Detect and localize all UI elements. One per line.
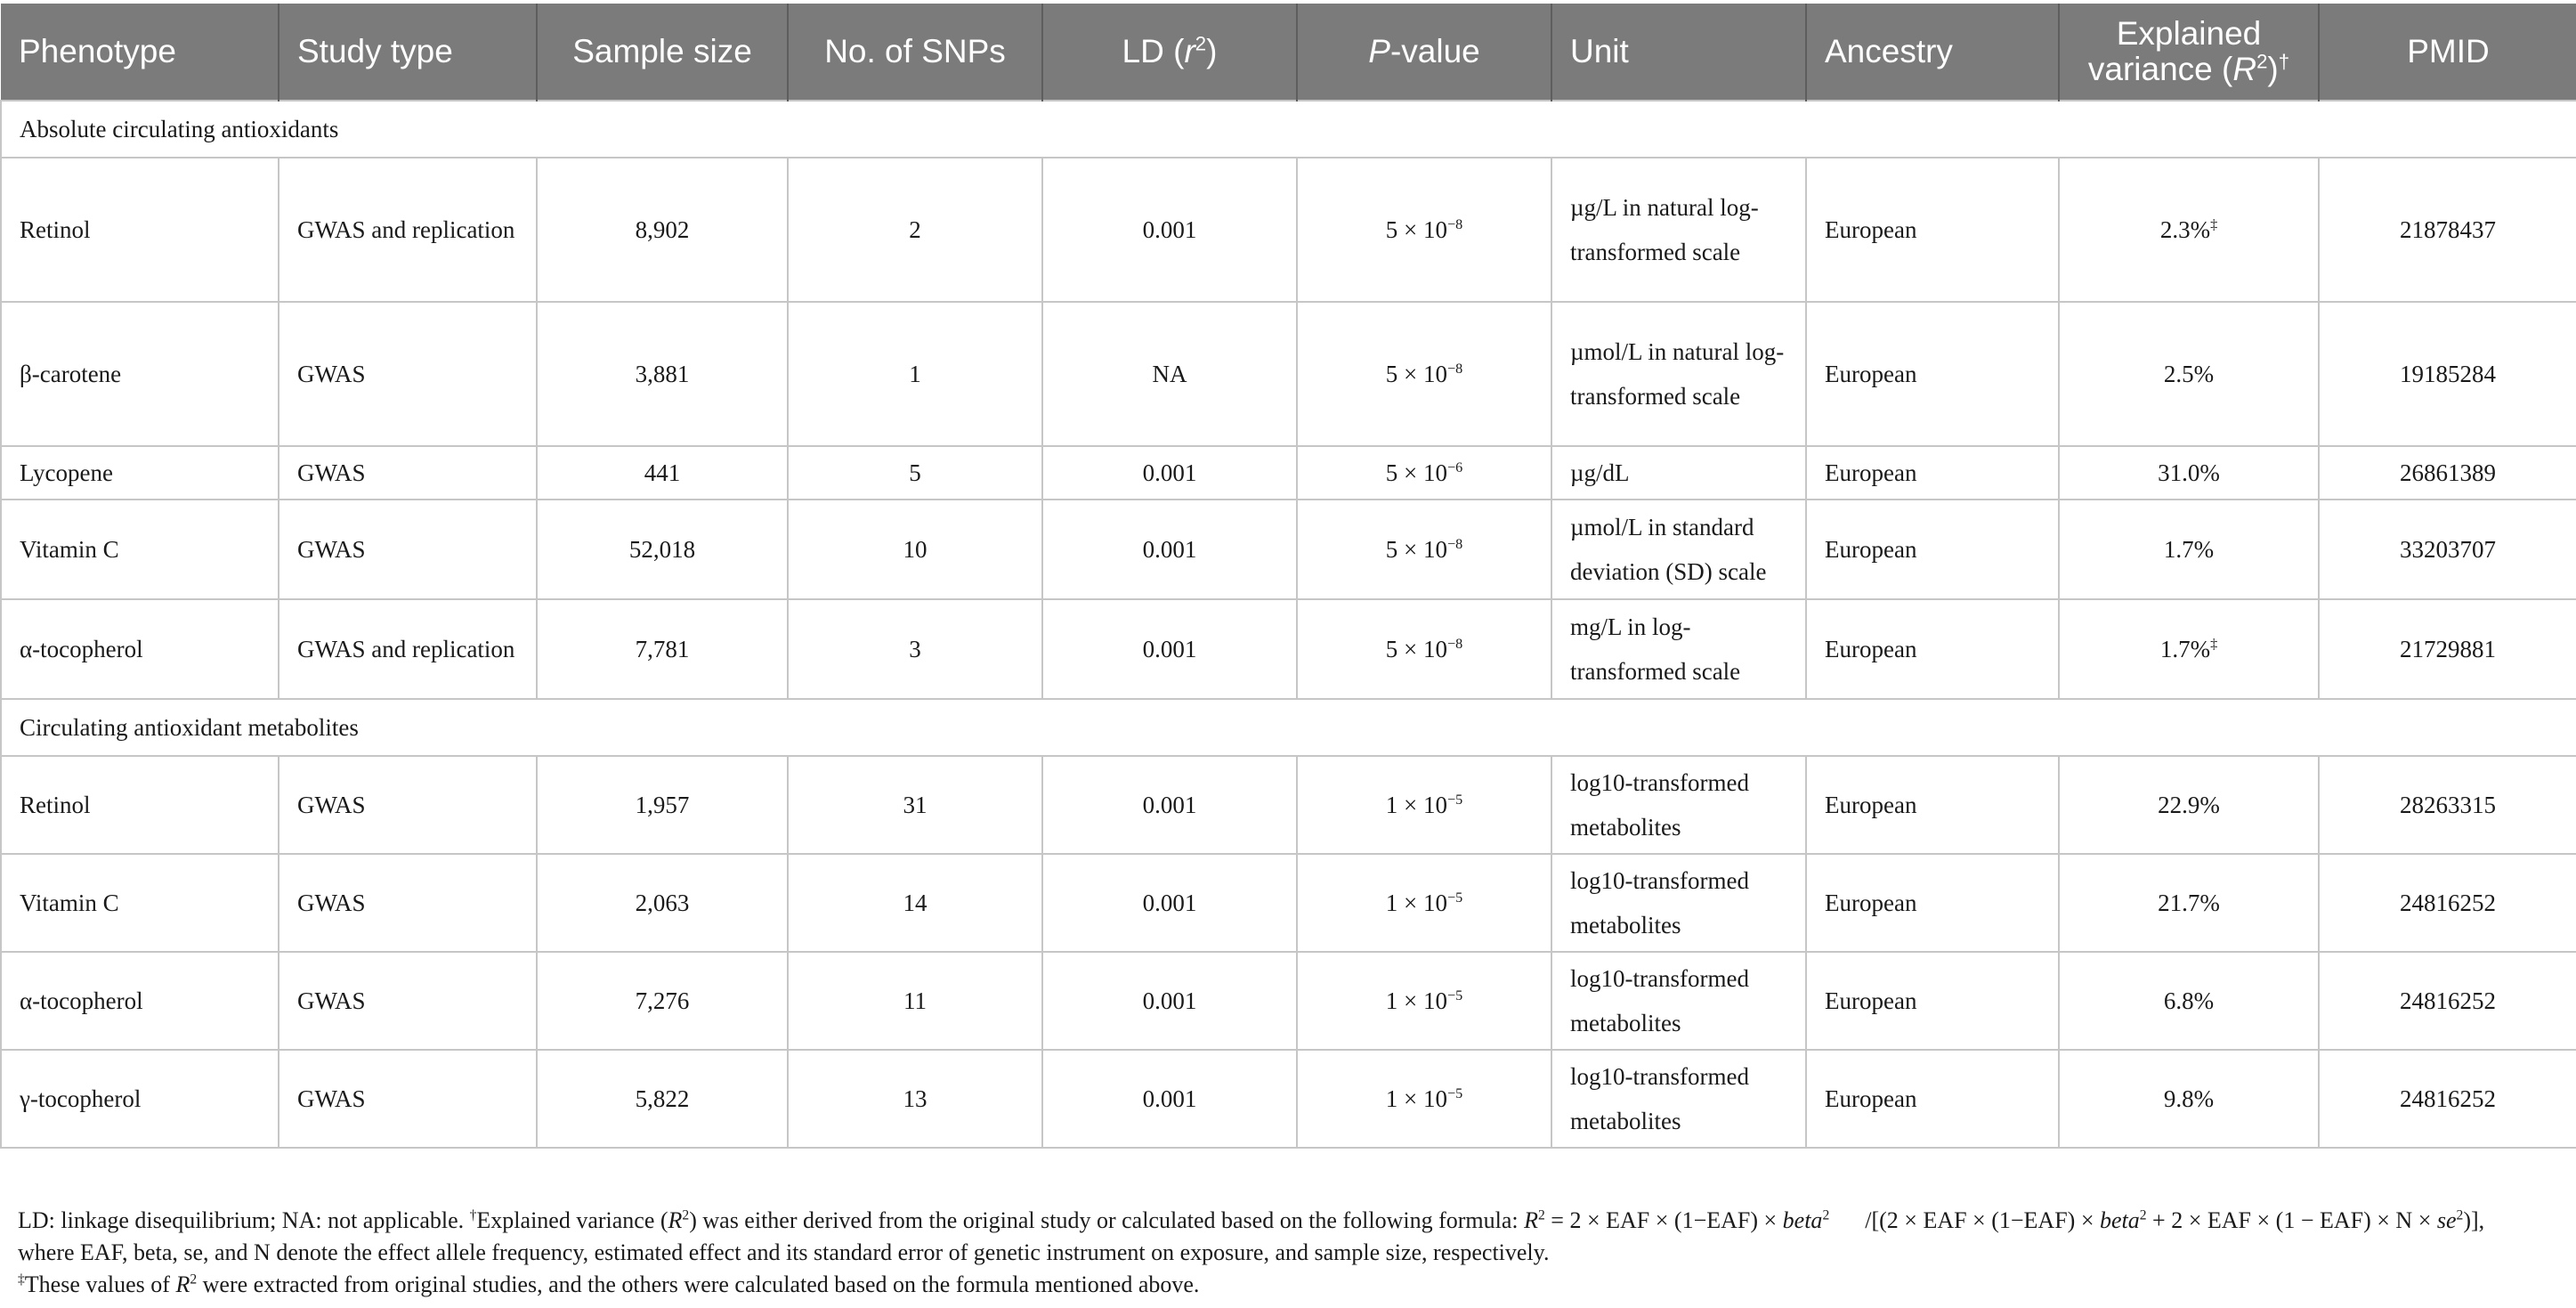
cell-snps: 3 [788, 599, 1042, 699]
col-header-unit: Unit [1551, 4, 1806, 101]
cell-phenotype: β-carotene [1, 302, 279, 446]
col-header-explained-variance: Explained variance $(R^2)^\dagger$ [2059, 4, 2319, 101]
cell-ancestry: European [1806, 500, 2059, 599]
cell-snps: 31 [788, 756, 1042, 854]
cell-ancestry: European [1806, 302, 2059, 446]
cell-sample-size: 8,902 [537, 158, 788, 302]
table-footnotes [18, 1205, 2564, 1301]
col-header-no-snps: No. of SNPs [788, 4, 1042, 101]
cell-snps: 2 [788, 158, 1042, 302]
cell-ld: NA [1042, 302, 1297, 446]
cell-variance: 31.0% [2059, 446, 2319, 500]
cell-study-type: GWAS [279, 446, 537, 500]
cell-unit: mg/L in log-transformed scale [1551, 599, 1806, 699]
section-row [1, 699, 2576, 756]
cell-ld: 0.001 [1042, 952, 1297, 1050]
section-row [1, 101, 2576, 158]
cell-p-value: $5 \times 10^{-8}$ [1297, 158, 1551, 302]
cell-ancestry: European [1806, 158, 2059, 302]
cell-sample-size: 5,822 [537, 1050, 788, 1148]
cell-pmid: 28263315 [2319, 756, 2576, 854]
col-header-ld: LD $(r^2)$ [1042, 4, 1297, 101]
cell-p-value: $1 \times 10^{-5}$ [1297, 952, 1551, 1050]
table-row [1, 302, 2576, 446]
cell-ancestry: European [1806, 446, 2059, 500]
cell-sample-size: 3,881 [537, 302, 788, 446]
cell-study-type: GWAS [279, 500, 537, 599]
cell-ancestry: European [1806, 1050, 2059, 1148]
cell-unit: log10-transformed metabolites [1551, 854, 1806, 952]
cell-study-type: GWAS and replication [279, 599, 537, 699]
cell-study-type: GWAS [279, 302, 537, 446]
cell-sample-size: 7,781 [537, 599, 788, 699]
cell-unit: µg/L in natural log-transformed scale [1551, 158, 1806, 302]
cell-pmid: 24816252 [2319, 854, 2576, 952]
cell-variance: 2.5% [2059, 302, 2319, 446]
cell-pmid: 21729881 [2319, 599, 2576, 699]
cell-unit: log10-transformed metabolites [1551, 1050, 1806, 1148]
cell-ld: 0.001 [1042, 1050, 1297, 1148]
cell-p-value: $5 \times 10^{-8}$ [1297, 599, 1551, 699]
cell-ld: 0.001 [1042, 756, 1297, 854]
cell-pmid: 33203707 [2319, 500, 2576, 599]
section-title: Circulating antioxidant metabolites [1, 699, 2576, 756]
cell-variance: 22.9% [2059, 756, 2319, 854]
table-row [1, 756, 2576, 854]
cell-sample-size: 2,063 [537, 854, 788, 952]
table-row [1, 500, 2576, 599]
cell-snps: 13 [788, 1050, 1042, 1148]
cell-ld: 0.001 [1042, 500, 1297, 599]
cell-phenotype: Vitamin C [1, 500, 279, 599]
cell-pmid: 24816252 [2319, 952, 2576, 1050]
cell-snps: 14 [788, 854, 1042, 952]
cell-sample-size: 441 [537, 446, 788, 500]
cell-p-value: $1 \times 10^{-5}$ [1297, 756, 1551, 854]
header-row [1, 4, 2576, 101]
col-header-ancestry: Ancestry [1806, 4, 2059, 101]
cell-study-type: GWAS [279, 854, 537, 952]
cell-ld: 0.001 [1042, 599, 1297, 699]
cell-snps: 11 [788, 952, 1042, 1050]
cell-unit: log10-transformed metabolites [1551, 756, 1806, 854]
cell-p-value: $5 \times 10^{-8}$ [1297, 500, 1551, 599]
cell-variance: 6.8% [2059, 952, 2319, 1050]
col-header-study-type: Study type [279, 4, 537, 101]
cell-phenotype: Lycopene [1, 446, 279, 500]
cell-phenotype: Retinol [1, 756, 279, 854]
section-title: Absolute circulating antioxidants [1, 101, 2576, 158]
table-row [1, 446, 2576, 500]
cell-phenotype: γ-tocopherol [1, 1050, 279, 1148]
cell-variance: 2.3%‡ [2059, 158, 2319, 302]
cell-study-type: GWAS [279, 1050, 537, 1148]
cell-ld: 0.001 [1042, 158, 1297, 302]
cell-unit: µg/dL [1551, 446, 1806, 500]
table-row [1, 1050, 2576, 1148]
cell-ancestry: European [1806, 599, 2059, 699]
cell-pmid: 19185284 [2319, 302, 2576, 446]
cell-phenotype: α-tocopherol [1, 599, 279, 699]
table-row [1, 158, 2576, 302]
cell-ancestry: European [1806, 756, 2059, 854]
cell-sample-size: 52,018 [537, 500, 788, 599]
col-header-sample-size: Sample size [537, 4, 788, 101]
cell-snps: 5 [788, 446, 1042, 500]
cell-sample-size: 7,276 [537, 952, 788, 1050]
col-header-p-value: P-value [1297, 4, 1551, 101]
cell-study-type: GWAS [279, 952, 537, 1050]
footnote-definitions: where EAF, beta, se, and N denote the effect allele frequency, estimated effect and its standard error of genetic instrument on exposure, and sample size, respectively. [18, 1239, 1550, 1265]
cell-pmid: 24816252 [2319, 1050, 2576, 1148]
cell-phenotype: α-tocopherol [1, 952, 279, 1050]
cell-pmid: 26861389 [2319, 446, 2576, 500]
cell-p-value: $1 \times 10^{-5}$ [1297, 854, 1551, 952]
cell-variance: 9.8% [2059, 1050, 2319, 1148]
cell-snps: 1 [788, 302, 1042, 446]
col-header-pmid: PMID [2319, 4, 2576, 101]
cell-p-value: $5 \times 10^{-6}$ [1297, 446, 1551, 500]
cell-pmid: 21878437 [2319, 158, 2576, 302]
cell-p-value: $5 \times 10^{-8}$ [1297, 302, 1551, 446]
cell-p-value: $1 \times 10^{-5}$ [1297, 1050, 1551, 1148]
cell-unit: µmol/L in natural log-transformed scale [1551, 302, 1806, 446]
footnote-abbreviations: LD: linkage disequilibrium; NA: not applicable. †Explained variance $(R^2)$ was either derived from the original study or calculated based on the following formula: $R^2 = 2$ × EAF × (1−EAF) × beta$^2$ /[(2 × EAF × (1−EAF) × beta$^2$ + 2 × EAF × $(1 - EAF) \times N \times se^2$)], [18, 1207, 2485, 1233]
cell-snps: 10 [788, 500, 1042, 599]
cell-phenotype: Retinol [1, 158, 279, 302]
cell-ld: 0.001 [1042, 446, 1297, 500]
footnote-extracted-values: ‡These values of $R^2$ were extracted from original studies, and the others were calculated based on the formula mentioned above. [18, 1271, 1200, 1297]
cell-ancestry: European [1806, 854, 2059, 952]
cell-variance: 1.7% [2059, 500, 2319, 599]
table-row [1, 854, 2576, 952]
cell-study-type: GWAS [279, 756, 537, 854]
cell-study-type: GWAS and replication [279, 158, 537, 302]
cell-unit: µmol/L in standard deviation (SD) scale [1551, 500, 1806, 599]
table-row [1, 952, 2576, 1050]
antioxidant-instruments-table [0, 4, 2576, 1149]
cell-variance: 21.7% [2059, 854, 2319, 952]
cell-unit: log10-transformed metabolites [1551, 952, 1806, 1050]
cell-sample-size: 1,957 [537, 756, 788, 854]
cell-ld: 0.001 [1042, 854, 1297, 952]
cell-variance: 1.7%‡ [2059, 599, 2319, 699]
cell-phenotype: Vitamin C [1, 854, 279, 952]
col-header-phenotype: Phenotype [1, 4, 279, 101]
cell-ancestry: European [1806, 952, 2059, 1050]
table-row [1, 599, 2576, 699]
